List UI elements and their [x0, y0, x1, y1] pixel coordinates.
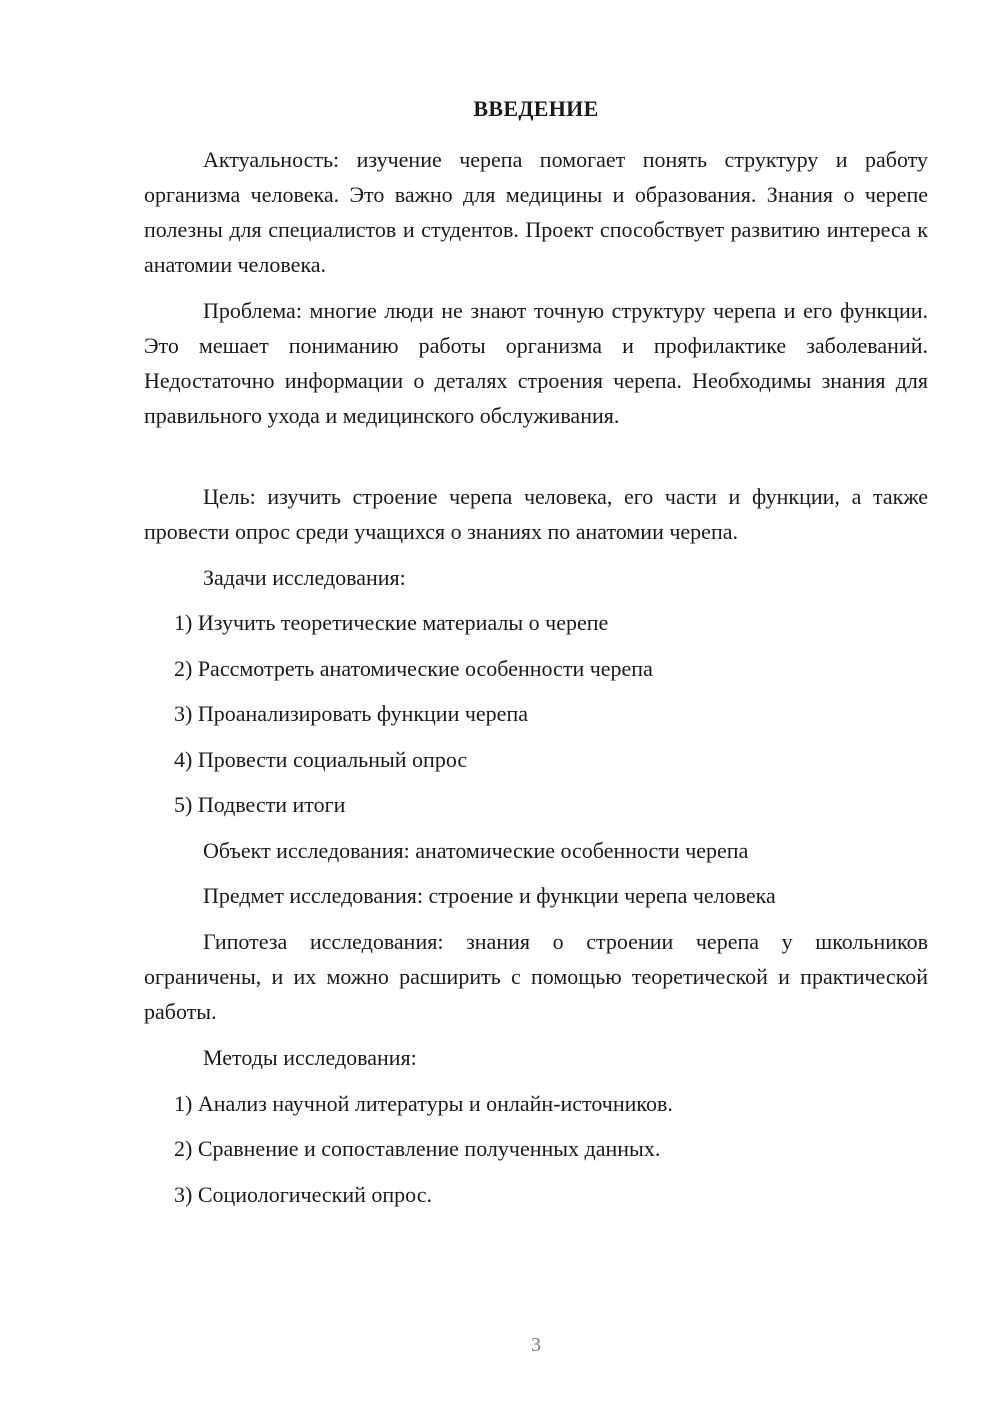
methods-heading: Методы исследования: — [203, 1045, 417, 1070]
method-item: 2) Сравнение и сопоставление полученных данных. — [174, 1136, 661, 1161]
goal-paragraph: Цель: изучить строение черепа человека, его части и функции, а также провести опрос среди учащихся о знаниях по анатомии черепа. — [144, 484, 928, 544]
relevance-paragraph: Актуальность: изучение черепа помогает понять структуру и работу организма человека. Это важно для медицины и образования. Знания о черепе полезны для специалистов и студентов. Проект способствует развитию интереса к анатомии человека. — [144, 147, 928, 277]
task-item: 1) Изучить теоретические материалы о черепе — [174, 610, 609, 635]
hypothesis-paragraph: Гипотеза исследования: знания о строении черепа у школьников ограничены, и их можно расширить с помощью теоретической и практической работы. — [144, 929, 928, 1024]
research-object: Объект исследования: анатомические особенности черепа — [203, 838, 749, 863]
method-item: 1) Анализ научной литературы и онлайн-источников. — [174, 1091, 673, 1116]
section-title: ВВЕДЕНИЕ — [473, 96, 599, 121]
task-item: 3) Проанализировать функции черепа — [174, 701, 528, 726]
page-number: 3 — [531, 1334, 541, 1356]
method-item: 3) Социологический опрос. — [174, 1182, 432, 1207]
tasks-heading: Задачи исследования: — [203, 565, 406, 590]
research-subject: Предмет исследования: строение и функции черепа человека — [203, 883, 776, 908]
task-item: 5) Подвести итоги — [174, 792, 346, 817]
problem-paragraph: Проблема: многие люди не знают точную структуру черепа и его функции. Это мешает пониманию работы организма и профилактике заболеваний. Недостаточно информации о деталях строения черепа. Необходимы знания для правильного ухода и медицинского обслуживания. — [144, 298, 928, 428]
task-item: 4) Провести социальный опрос — [174, 747, 468, 772]
task-item: 2) Рассмотреть анатомические особенности черепа — [174, 656, 653, 681]
